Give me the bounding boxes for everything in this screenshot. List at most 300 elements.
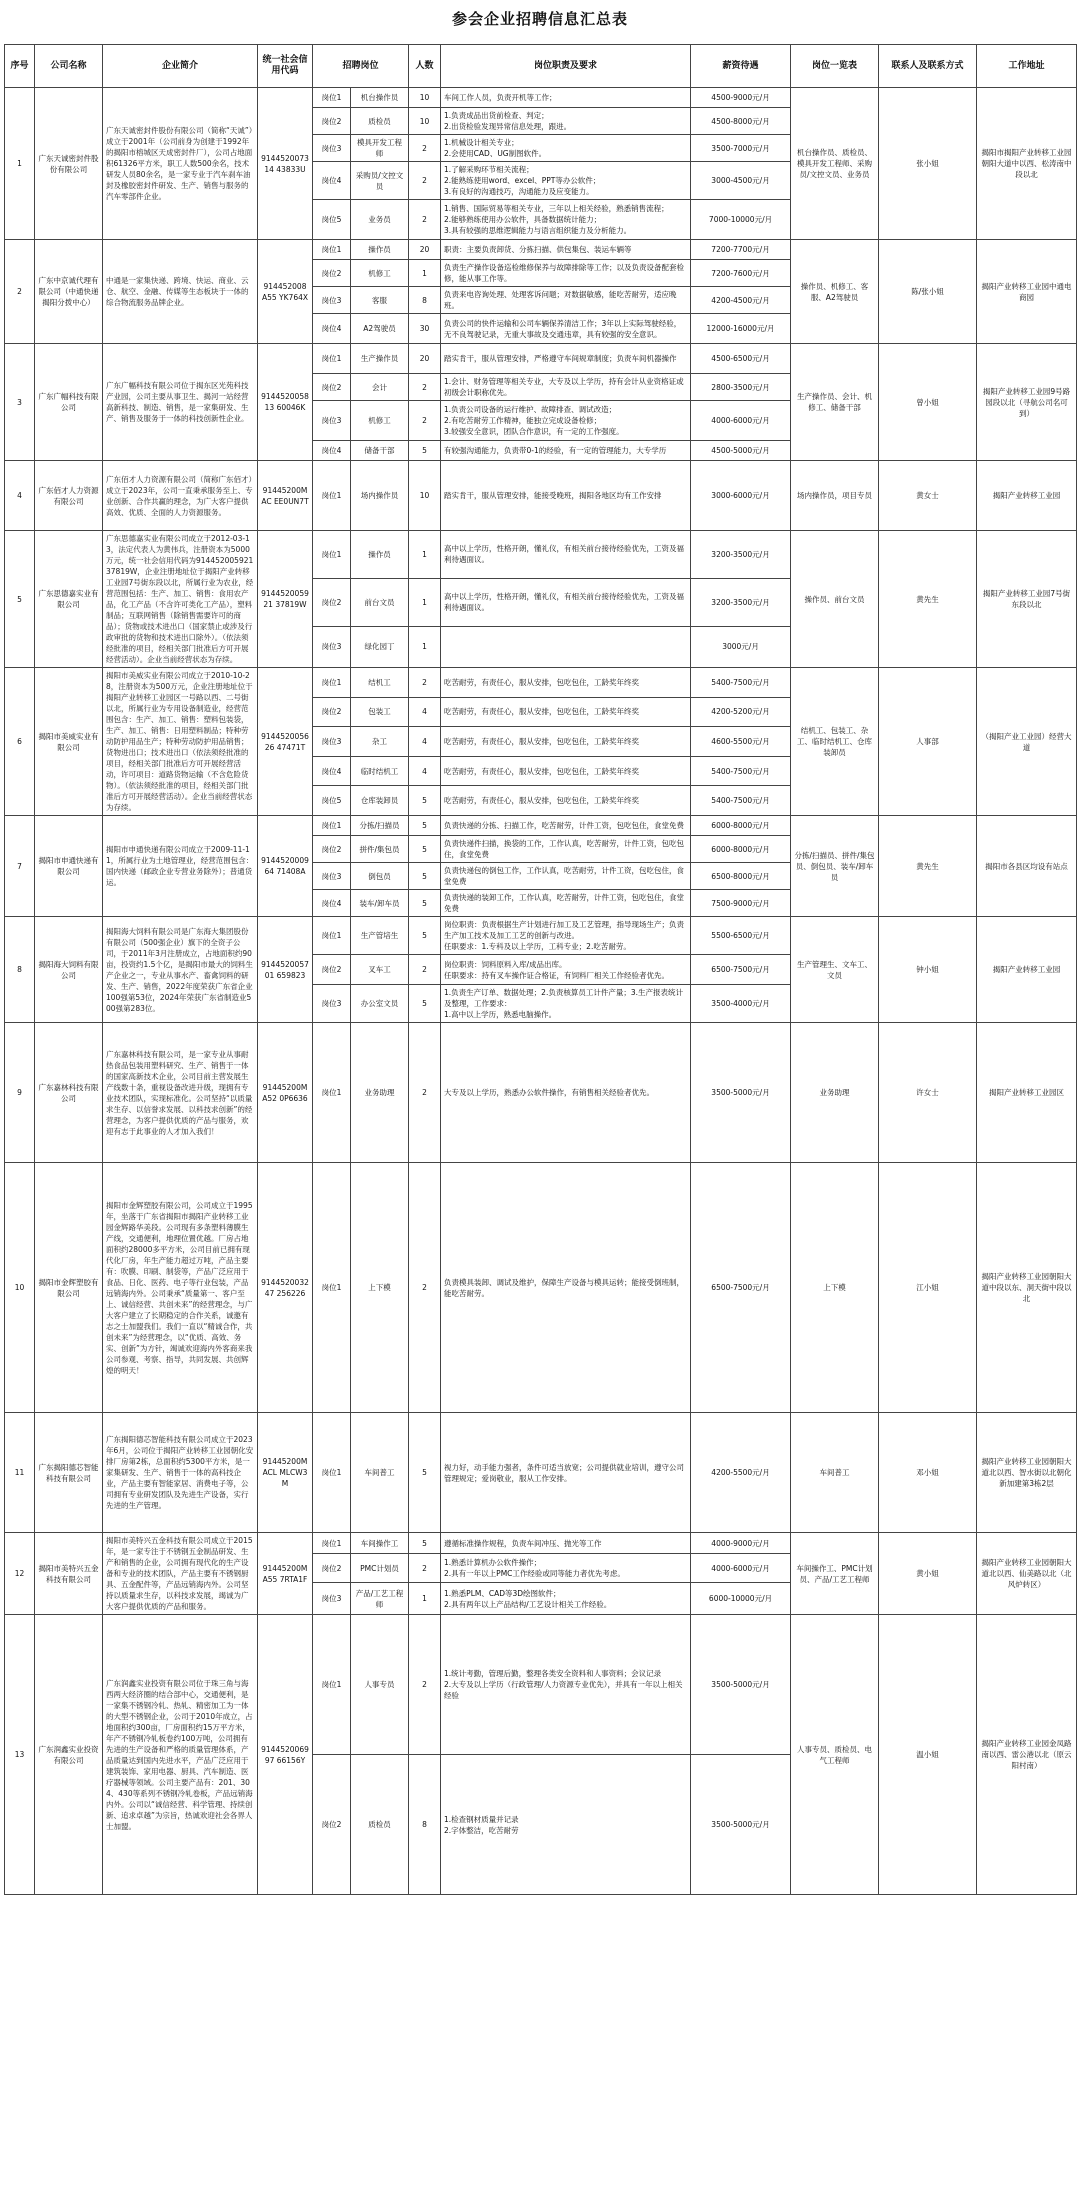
row-number: 2	[5, 240, 35, 344]
credit-code: 914452008A55 YK764X	[258, 240, 313, 344]
position-count: 4	[409, 697, 441, 727]
row-number: 7	[5, 816, 35, 917]
company-name: 揭阳市金辉塑胶有限公司	[35, 1163, 103, 1413]
position-index: 岗位2	[313, 578, 351, 626]
table-row	[5, 917, 1077, 955]
position-name: 分拣/扫描员	[351, 816, 409, 836]
credit-code: 91445200MAC EE0UN7T	[258, 461, 313, 531]
position-salary: 4000-9000元/月	[691, 1533, 791, 1554]
row-number: 8	[5, 917, 35, 1023]
position-index: 岗位1	[313, 88, 351, 108]
company-name: 广东天诚密封件股份有限公司	[35, 88, 103, 240]
position-duties: 高中以上学历，性格开朗，懂礼仪，有相关前台接待经验优先，工资及福利待遇面议。	[441, 531, 691, 579]
header-duties: 岗位职责及要求	[441, 45, 691, 88]
position-name: 拼件/集包员	[351, 836, 409, 863]
table-row	[5, 1615, 1077, 1755]
position-duties: 1.负责成品出货前检查、判定； 2.出货检验发现异常信息处理，跟进。	[441, 108, 691, 135]
position-salary: 4500-5000元/月	[691, 441, 791, 461]
position-index: 岗位3	[313, 863, 351, 890]
position-count: 30	[409, 314, 441, 344]
position-count: 2	[409, 162, 441, 200]
position-name: 上下模	[351, 1163, 409, 1413]
position-index: 岗位3	[313, 135, 351, 162]
header-salary: 薪资待遇	[691, 45, 791, 88]
position-count: 5	[409, 890, 441, 917]
contact-person: 陈/张小姐	[879, 240, 977, 344]
position-salary: 4500-8000元/月	[691, 108, 791, 135]
credit-code: 914452000964 71408A	[258, 816, 313, 917]
position-duties: 有较强沟通能力，负责带0-1的经验，有一定的管理能力，大专学历	[441, 441, 691, 461]
position-salary: 6000-10000元/月	[691, 1583, 791, 1615]
position-index: 岗位3	[313, 401, 351, 441]
position-index: 岗位4	[313, 162, 351, 200]
position-summary: 生产操作员、会计、机修工、储备干部	[791, 344, 879, 461]
position-salary: 3000元/月	[691, 626, 791, 667]
row-number: 6	[5, 668, 35, 816]
position-name: 业务助理	[351, 1023, 409, 1163]
position-name: 采购员/文控文员	[351, 162, 409, 200]
position-salary: 4200-4500元/月	[691, 287, 791, 314]
position-index: 岗位2	[313, 108, 351, 135]
position-index: 岗位3	[313, 727, 351, 757]
position-index: 岗位4	[313, 441, 351, 461]
position-count: 1	[409, 578, 441, 626]
position-name: 生产管培生	[351, 917, 409, 955]
position-summary: 操作员、前台文员	[791, 531, 879, 668]
position-salary: 7200-7600元/月	[691, 260, 791, 287]
position-salary: 3000-4500元/月	[691, 162, 791, 200]
position-name: 临时结机工	[351, 756, 409, 786]
position-salary: 2800-3500元/月	[691, 374, 791, 401]
company-name: 广东思德嘉实业有限公司	[35, 531, 103, 668]
credit-code: 91445200MA52 0P6636	[258, 1023, 313, 1163]
position-duties: 1.熟悉PLM、CAD等3D绘图软件； 2.具有两年以上产品结构/工艺设计相关工作经验。	[441, 1583, 691, 1615]
table-row	[5, 531, 1077, 579]
table-row	[5, 1163, 1077, 1413]
position-salary: 4200-5500元/月	[691, 1413, 791, 1533]
position-name: 模具开发工程师	[351, 135, 409, 162]
position-index: 岗位2	[313, 697, 351, 727]
position-count: 5	[409, 917, 441, 955]
position-salary: 3500-5000元/月	[691, 1023, 791, 1163]
work-address: （揭阳产业工业园）经营大道	[977, 668, 1077, 816]
contact-person: 曾小姐	[879, 344, 977, 461]
position-index: 岗位1	[313, 240, 351, 260]
position-duties: 1.了解采购环节相关流程； 2.能熟练使用word、excel、PPT等办公软件； 3.有良好的沟通技巧，沟通能力及应变能力。	[441, 162, 691, 200]
position-name: A2驾驶员	[351, 314, 409, 344]
position-duties: 1.统计考勤，管理后勤，整理各类安全资料和人事资料；会议记录 2.大专及以上学历（行政管理/人力资源专业优先），并具有一年以上相关经验	[441, 1615, 691, 1755]
work-address: 揭阳产业转移工业园区	[977, 1023, 1077, 1163]
table-row	[5, 668, 1077, 698]
position-duties: 职责：主要负责卸货、分拣扫描、供包集包、装运车辆等	[441, 240, 691, 260]
position-count: 2	[409, 1554, 441, 1583]
position-salary: 4200-5200元/月	[691, 697, 791, 727]
position-salary: 5400-7500元/月	[691, 668, 791, 698]
position-index: 岗位1	[313, 344, 351, 374]
company-name: 揭阳海大饲料有限公司	[35, 917, 103, 1023]
position-count: 10	[409, 108, 441, 135]
position-duties: 1.负责生产订单、数据处理；2.负责核算员工计件产量；3.生产报表统计及整理，工作要求： 1.高中以上学历，熟悉电脑操作。	[441, 985, 691, 1023]
position-salary: 4000-6000元/月	[691, 401, 791, 441]
position-salary: 3500-4000元/月	[691, 985, 791, 1023]
position-name: 包装工	[351, 697, 409, 727]
position-summary: 上下模	[791, 1163, 879, 1413]
position-duties: 遵循标准操作规程，负责车间冲压、抛光等工作	[441, 1533, 691, 1554]
position-duties: 1.熟悉计算机办公软件操作； 2.具有一年以上PMC工作经验或同等能力者优先考虑。	[441, 1554, 691, 1583]
company-name: 广东佰才人力资源有限公司	[35, 461, 103, 531]
contact-person: 钟小姐	[879, 917, 977, 1023]
position-summary: 人事专员、质检员、电气工程师	[791, 1615, 879, 1895]
position-duties: 吃苦耐劳，有责任心，服从安排，包吃包住，工龄奖年终奖	[441, 727, 691, 757]
work-address: 揭阳产业转移工业园9号路园段以北（寻航公司名可到）	[977, 344, 1077, 461]
header-code: 统一社会信用代码	[258, 45, 313, 88]
position-duties: 岗位职责：负责根据生产计划进行加工及工艺管理，指导现场生产；负责生产加工技术及加工工艺的创新与改进。 任职要求：1.专科及以上学历，工科专业；2.吃苦耐劳。	[441, 917, 691, 955]
contact-person: 黄先生	[879, 531, 977, 668]
position-duties: 1.检查钢材质量并记录 2.字体整洁，吃苦耐劳	[441, 1755, 691, 1895]
position-name: 生产操作员	[351, 344, 409, 374]
position-index: 岗位2	[313, 1554, 351, 1583]
contact-person: 江小姐	[879, 1163, 977, 1413]
position-salary: 7200-7700元/月	[691, 240, 791, 260]
work-address: 揭阳产业转移工业园朝阳大道北以西、智水街以北朝化新加建第3栋2层	[977, 1413, 1077, 1533]
position-salary: 6500-8000元/月	[691, 863, 791, 890]
company-name: 广东中京诚代理有限公司（中通快递揭阳分拨中心）	[35, 240, 103, 344]
company-name: 揭阳市申通快递有限公司	[35, 816, 103, 917]
position-salary: 4600-5500元/月	[691, 727, 791, 757]
work-address: 揭阳产业转移工业园朝阳大道北以西、仙美路以北（北风炉转区）	[977, 1533, 1077, 1615]
position-count: 10	[409, 461, 441, 531]
position-salary: 4500-6500元/月	[691, 344, 791, 374]
position-duties: 负责来电咨询处理、处理客诉问题；对数据敏感，能吃苦耐劳，适应晚班。	[441, 287, 691, 314]
header-intro: 企业简介	[103, 45, 258, 88]
company-name: 广东嘉林科技有限公司	[35, 1023, 103, 1163]
position-count: 5	[409, 863, 441, 890]
position-count: 20	[409, 344, 441, 374]
company-name: 广东润鑫实业投资有限公司	[35, 1615, 103, 1895]
work-address: 揭阳产业转移工业园朝阳大道中段以东、洞天街中段以北	[977, 1163, 1077, 1413]
position-summary: 业务助理	[791, 1023, 879, 1163]
position-count: 10	[409, 88, 441, 108]
table-row	[5, 816, 1077, 836]
table-row	[5, 461, 1077, 531]
position-salary: 6000-8000元/月	[691, 836, 791, 863]
company-intro: 广东天诚密封件股份有限公司（简称“天诚”）成立于2001年（公司前身为创建于1992年的揭阳市榕城区天成密封件厂），公司占地面积61326平方米，职工人数500余名，技术研发人员80余名，是一家专业于汽车刹车油封及橡胶密封件研发、生产、销售与服务的汽车零部件企业。	[103, 88, 258, 240]
position-duties: 1.机械设计相关专业； 2.会使用CAD、UG制图软件。	[441, 135, 691, 162]
position-name: 操作员	[351, 531, 409, 579]
row-number: 13	[5, 1615, 35, 1895]
company-intro: 揭阳海大饲料有限公司是广东海大集团股份有限公司（500强企业）旗下的全资子公司，于2011年3月注册成立，占地面积约90亩，投资约1.5个亿，是揭阳市最大的饲料生产企业之一，专业从事水产、畜禽饲料的研发、生产、销售，2022年度荣获广东省企业100强第53位，2024年荣获广东省制造业500强第283位。	[103, 917, 258, 1023]
header-no: 序号	[5, 45, 35, 88]
work-address: 揭阳产业转移工业园金凤路南以西、雷公港以北（原云阳村南）	[977, 1615, 1077, 1895]
header-summary: 岗位一览表	[791, 45, 879, 88]
position-name: 客服	[351, 287, 409, 314]
company-name: 揭阳市美特兴五金科技有限公司	[35, 1533, 103, 1615]
position-salary: 4500-9000元/月	[691, 88, 791, 108]
position-duties: 车间工作人员，负责开机等工作；	[441, 88, 691, 108]
position-duties: 踏实肯干，服从管理安排，严格遵守车间规章制度；负责车间机器操作	[441, 344, 691, 374]
table-row	[5, 1413, 1077, 1533]
position-count: 2	[409, 374, 441, 401]
table-row	[5, 240, 1077, 260]
position-name: 仓库装卸员	[351, 786, 409, 816]
position-duties: 吃苦耐劳，有责任心，服从安排，包吃包住，工龄奖年终奖	[441, 786, 691, 816]
header-address: 工作地址	[977, 45, 1077, 88]
credit-code: 914452007314 43833U	[258, 88, 313, 240]
row-number: 10	[5, 1163, 35, 1413]
position-count: 1	[409, 531, 441, 579]
company-intro: 中通是一家集快递、跨境、快运、商业、云仓、航空、金融、传媒等生态板块于一体的综合物流服务品牌企业。	[103, 240, 258, 344]
position-duties: 高中以上学历，性格开朗，懂礼仪，有相关前台接待经验优先，工资及福利待遇面议。	[441, 578, 691, 626]
company-intro: 广东佰才人力资源有限公司（简称广东佰才）成立于2023年，公司一直秉承服务至上、专业创新、合作共赢的理念，为广大客户提供高效、优质、全面的人力资源服务。	[103, 461, 258, 531]
position-count: 2	[409, 401, 441, 441]
position-name: 质检员	[351, 1755, 409, 1895]
position-salary: 5400-7500元/月	[691, 756, 791, 786]
position-name: 装车/卸车员	[351, 890, 409, 917]
credit-code: 914452005921 37819W	[258, 531, 313, 668]
position-duties: 1.会计、财务管理等相关专业，大专及以上学历，持有会计从业资格证或初级会计职称优先。	[441, 374, 691, 401]
position-index: 岗位1	[313, 668, 351, 698]
position-name: 产品/工艺工程师	[351, 1583, 409, 1615]
position-count: 5	[409, 786, 441, 816]
table-row	[5, 1533, 1077, 1554]
position-index: 岗位4	[313, 314, 351, 344]
position-count: 2	[409, 1163, 441, 1413]
position-name: 车间普工	[351, 1413, 409, 1533]
row-number: 4	[5, 461, 35, 531]
position-duties: 负责生产操作设备巡检维修保养与故障排除等工作；以及负责设备配套检修，能从事工作等。	[441, 260, 691, 287]
position-index: 岗位1	[313, 1163, 351, 1413]
position-name: 机修工	[351, 401, 409, 441]
position-count: 8	[409, 1755, 441, 1895]
position-index: 岗位3	[313, 287, 351, 314]
position-index: 岗位1	[313, 1615, 351, 1755]
position-name: 前台文员	[351, 578, 409, 626]
position-name: 机台操作员	[351, 88, 409, 108]
position-salary: 7000-10000元/月	[691, 200, 791, 240]
position-index: 岗位1	[313, 1023, 351, 1163]
position-salary: 6000-8000元/月	[691, 816, 791, 836]
company-intro: 广东广幅科技有限公司位于揭东区光苑科技产业园，公司主要从事卫生、揭河一站经营高新科技、制造、销售，是一家集研发、生产、销售及服务于一体的科技创新性企业。	[103, 344, 258, 461]
position-duties: 吃苦耐劳，有责任心，服从安排，包吃包住，工龄奖年终奖	[441, 668, 691, 698]
position-count: 2	[409, 135, 441, 162]
position-name: 倒包员	[351, 863, 409, 890]
company-intro: 广东揭阳德芯智能科技有限公司成立于2023年6月，公司位于揭阳产业转移工业园朝化安排厂房第2栋，总面积约5300平方米，是一家集研发、生产、销售于一体的高科技企业，产品主要有智能家居、消费电子等，公司拥有专业研发团队及先进生产设备，实行先进的生产管理。	[103, 1413, 258, 1533]
position-index: 岗位1	[313, 1413, 351, 1533]
header-row	[5, 45, 1077, 88]
position-count: 5	[409, 985, 441, 1023]
credit-code: 914452005701 659823	[258, 917, 313, 1023]
position-count: 1	[409, 626, 441, 667]
header-position: 招聘岗位	[313, 45, 409, 88]
position-name: 储备干部	[351, 441, 409, 461]
position-salary: 7500-9000元/月	[691, 890, 791, 917]
position-index: 岗位3	[313, 985, 351, 1023]
position-index: 岗位5	[313, 786, 351, 816]
position-name: 会计	[351, 374, 409, 401]
position-index: 岗位2	[313, 260, 351, 287]
position-salary: 3500-5000元/月	[691, 1755, 791, 1895]
position-duties: 负责快递件扫描，换袋的工作，工作认真，吃苦耐劳，计件工资，包吃包住，食堂免费	[441, 836, 691, 863]
contact-person: 人事部	[879, 668, 977, 816]
contact-person: 许女士	[879, 1023, 977, 1163]
position-index: 岗位3	[313, 1583, 351, 1615]
position-index: 岗位5	[313, 200, 351, 240]
position-name: 操作员	[351, 240, 409, 260]
position-summary: 分拣/扫描员、拼件/集包员、倒包员、装车/卸车员	[791, 816, 879, 917]
position-count: 2	[409, 668, 441, 698]
contact-person: 邓小姐	[879, 1413, 977, 1533]
credit-code: 91445200MA55 7RTA1F	[258, 1533, 313, 1615]
position-duties: 吃苦耐劳，有责任心，服从安排，包吃包住，工龄奖年终奖	[441, 697, 691, 727]
position-index: 岗位2	[313, 374, 351, 401]
position-duties: 负责快递的分拣、扫描工作，吃苦耐劳，计件工资，包吃包住，食堂免费	[441, 816, 691, 836]
position-name: 办公室文员	[351, 985, 409, 1023]
position-count: 5	[409, 1533, 441, 1554]
position-duties: 大专及以上学历，熟悉办公软件操作，有销售相关经验者优先。	[441, 1023, 691, 1163]
row-number: 9	[5, 1023, 35, 1163]
position-count: 2	[409, 1023, 441, 1163]
position-summary: 结机工、包装工、杂工、临时结机工、仓库装卸员	[791, 668, 879, 816]
position-duties: 岗位职责：饲料原料入库/成品出库。 任职要求：持有叉车操作证合格证，有饲料厂相关工作经验者优先。	[441, 955, 691, 985]
work-address: 揭阳产业转移工业园	[977, 461, 1077, 531]
position-salary: 3500-7000元/月	[691, 135, 791, 162]
position-count: 2	[409, 1615, 441, 1755]
position-summary: 操作员、机修工、客服、A2驾驶员	[791, 240, 879, 344]
credit-code: 914452005813 60046K	[258, 344, 313, 461]
position-duties: 负责公司的快件运输和公司车辆保养清洁工作；3年以上实际驾驶经验，无不良驾驶记录，无重大事故及交通违章，具有较强的安全意识。	[441, 314, 691, 344]
company-name: 揭阳市美威实业有限公司	[35, 668, 103, 816]
position-salary: 3500-5000元/月	[691, 1615, 791, 1755]
position-count: 2	[409, 200, 441, 240]
position-salary: 6500-7500元/月	[691, 1163, 791, 1413]
position-salary: 3000-6000元/月	[691, 461, 791, 531]
table-row	[5, 88, 1077, 108]
credit-code: 914452003247 256226	[258, 1163, 313, 1413]
position-duties: 吃苦耐劳，有责任心，服从安排，包吃包住，工龄奖年终奖	[441, 756, 691, 786]
contact-person: 温小姐	[879, 1615, 977, 1895]
position-summary: 场内操作员，项目专员	[791, 461, 879, 531]
position-index: 岗位2	[313, 1755, 351, 1895]
header-contact: 联系人及联系方式	[879, 45, 977, 88]
work-address: 揭阳产业转移工业园7号街东段以北	[977, 531, 1077, 668]
position-duties	[441, 626, 691, 667]
company-name: 广东广幅科技有限公司	[35, 344, 103, 461]
position-count: 5	[409, 441, 441, 461]
header-count: 人数	[409, 45, 441, 88]
company-intro: 揭阳市申通快递有限公司成立于2009-11-11，所属行业为土地管理业，经营范围包含：国内快递（邮政企业专营业务除外）；普通货运。	[103, 816, 258, 917]
position-duties: 负责快递的装卸工作，工作认真，吃苦耐劳，计件工资，包吃包住，食堂免费	[441, 890, 691, 917]
header-company: 公司名称	[35, 45, 103, 88]
position-duties: 负责快递包的倒包工作，工作认真，吃苦耐劳，计件工资，包吃包住，食堂免费	[441, 863, 691, 890]
position-count: 5	[409, 836, 441, 863]
position-name: 机修工	[351, 260, 409, 287]
recruitment-table	[4, 44, 1077, 1895]
row-number: 5	[5, 531, 35, 668]
position-index: 岗位3	[313, 626, 351, 667]
position-salary: 4000-6000元/月	[691, 1554, 791, 1583]
company-intro: 广东思德嘉实业有限公司成立于2012-03-13，法定代表人为黄伟兵，注册资本为5000万元，统一社会信用代码为91445200592137819W，企业注册地址位于揭阳产业转移工业园7号街东段以北，所属行业为农业，经营范围包括：生产、加工、销售：食用农产品，化工产品（不含许可类化工产品），塑料制品；互联网销售（除销售需要许可的商品）；货物或技术进出口（国家禁止或涉及行政审批的货物和技术进出口除外）。（依法须经批准的项目，经相关部门批准后方可开展经营活动）。企业当前经营状态为存续。	[103, 531, 258, 668]
position-name: 车间操作工	[351, 1533, 409, 1554]
position-name: 绿化园丁	[351, 626, 409, 667]
position-count: 8	[409, 287, 441, 314]
position-count: 5	[409, 1413, 441, 1533]
contact-person: 黄小姐	[879, 1533, 977, 1615]
work-address: 揭阳产业转移工业园中通电商园	[977, 240, 1077, 344]
position-index: 岗位2	[313, 955, 351, 985]
position-duties: 视力好，动手能力强者，条件可适当放宽；公司提供就业培训，遵守公司管理规定；爱岗敬业，服从工作安排。	[441, 1413, 691, 1533]
position-index: 岗位1	[313, 531, 351, 579]
contact-person: 张小姐	[879, 88, 977, 240]
position-count: 4	[409, 727, 441, 757]
position-count: 2	[409, 955, 441, 985]
position-salary: 5500-6500元/月	[691, 917, 791, 955]
row-number: 3	[5, 344, 35, 461]
position-summary: 机台操作员、质检员、模具开发工程师、采购员/文控文员、业务员	[791, 88, 879, 240]
row-number: 12	[5, 1533, 35, 1615]
position-index: 岗位1	[313, 816, 351, 836]
company-name: 广东揭阳德芯智能科技有限公司	[35, 1413, 103, 1533]
row-number: 11	[5, 1413, 35, 1533]
position-count: 1	[409, 1583, 441, 1615]
position-index: 岗位4	[313, 756, 351, 786]
position-name: 叉车工	[351, 955, 409, 985]
position-index: 岗位1	[313, 917, 351, 955]
credit-code: 914452005626 47471T	[258, 668, 313, 816]
position-count: 5	[409, 816, 441, 836]
company-intro: 广东润鑫实业投资有限公司位于珠三角与海西两大经济圈的结合部中心，交通便利，是一家集不锈钢冷轧、热轧、精密加工为一体的大型不锈钢企业，公司于2010年成立，占地面积约300亩，厂房面积约15万平方米，年产不锈钢冷轧板卷约100万吨，公司拥有先进的生产设备和严格的质量管理体系，产品质量达到国内先进水平，产品广泛应用于建筑装饰、家用电器、厨具、汽车制造、医疗器械等领域。公司主要产品有：201、304、430等系列不锈钢冷轧卷板，产品远销海内外。公司以“诚信经营、科学管理、持续创新、追求卓越”为宗旨，热诚欢迎社会各界人士加盟。	[103, 1615, 258, 1895]
position-summary: 生产管理生、文车工、文员	[791, 917, 879, 1023]
position-duties: 1.销售、国际贸易等相关专业，三年以上相关经验，熟悉销售流程； 2.能够熟练使用办公软件，具备数据统计能力； 3.具有较强的思维逻辑能力与语言组织能力及分析能力。	[441, 200, 691, 240]
company-intro: 揭阳市金辉塑胶有限公司，公司成立于1995年，坐落于广东省揭阳市揭阳产业转移工业园金辉路华美段。公司现有多条塑料薄膜生产线，交通便利，地理位置优越。厂房占地面积约28000多平方米，公司目前已拥有现代化厂房，年生产能力超过万吨，产品主要有：吹膜、印刷、制袋等，产品广泛应用于食品、日化、医药、电子等行业包装，产品远销海内外。公司秉承“质量第一、客户至上、诚信经营、共创未来”的经营理念，与广大客户建立了长期稳定的合作关系，诚邀有志之士加盟我们。我们一直以“精诚合作，共创未来”为经营理念，以“优质、高效、务实、创新”为方针，竭诚欢迎海内外客商来我公司参观、考察、指导，共同发展、共创辉煌的明天！	[103, 1163, 258, 1413]
position-duties: 负责模具装卸、调试及维护，保障生产设备与模具运转；能接受倒班制，能吃苦耐劳。	[441, 1163, 691, 1413]
table-row	[5, 1023, 1077, 1163]
row-number: 1	[5, 88, 35, 240]
credit-code: 914452006997 66156Y	[258, 1615, 313, 1895]
company-intro: 揭阳市美特兴五金科技有限公司成立于2015年，是一家专注于不锈钢五金制品研发、生产和销售的企业，公司拥有现代化的生产设备和专业的技术团队，产品主要有不锈钢厨具、五金配件等，产品远销海内外。公司坚持以质量求生存，以科技求发展，竭诚为广大客户提供优质的产品和服务。	[103, 1533, 258, 1615]
page-title: 参会企业招聘信息汇总表	[451, 10, 628, 28]
position-summary: 车间普工	[791, 1413, 879, 1533]
position-name: 人事专员	[351, 1615, 409, 1755]
company-intro: 广东嘉林科技有限公司，是一家专业从事耐热食品包装用塑料研究、生产、销售于一体的国家高新技术企业，公司目前主营发展生产线数十条，重视设备改进升级，现拥有专业技术团队，实现标准化。公司坚持“以质量求生存、以信誉求发展、以科技求创新”的经营理念，为客户提供优质的产品与服务，欢迎有志于此事业的人才加入我们！	[103, 1023, 258, 1163]
position-salary: 3200-3500元/月	[691, 531, 791, 579]
credit-code: 91445200MACL MLCW3M	[258, 1413, 313, 1533]
table-body	[5, 88, 1077, 1895]
position-index: 岗位1	[313, 1533, 351, 1554]
position-name: 质检员	[351, 108, 409, 135]
position-summary: 车间操作工、PMC计划员、产品/工艺工程师	[791, 1533, 879, 1615]
position-name: 结机工	[351, 668, 409, 698]
position-salary: 5400-7500元/月	[691, 786, 791, 816]
position-duties: 踏实肯干，服从管理安排，能接受晚班，揭阳各地区均有工作安排	[441, 461, 691, 531]
position-name: 业务员	[351, 200, 409, 240]
work-address: 揭阳产业转移工业园	[977, 917, 1077, 1023]
position-index: 岗位1	[313, 461, 351, 531]
work-address: 揭阳市揭阳产业转移工业园朝阳大道中以西、松涛南中段以北	[977, 88, 1077, 240]
position-index: 岗位2	[313, 836, 351, 863]
position-index: 岗位4	[313, 890, 351, 917]
position-count: 4	[409, 756, 441, 786]
position-salary: 12000-16000元/月	[691, 314, 791, 344]
position-count: 1	[409, 260, 441, 287]
company-intro: 揭阳市美威实业有限公司成立于2010-10-28，注册资本为500万元，企业注册地址位于揭阳产业转移工业园区一号路以西、二号街以北，所属行业为专用设备制造业，经营范围包含：生产、加工、销售：塑料包装袋，生产、加工、销售：日用塑料制品；特种劳动防护用品生产；特种劳动防护用品销售；货物进出口；技术进出口（依法须经批准的项目，经相关部门批准后方可开展经营活动，许可项目：道路货物运输（不含危险货物）。（依法须经批准的项目，经相关部门批准后方可开展经营活动）。企业当前经营状态为存续。	[103, 668, 258, 816]
position-salary: 6500-7500元/月	[691, 955, 791, 985]
table-row	[5, 344, 1077, 374]
position-name: 杂工	[351, 727, 409, 757]
position-count: 20	[409, 240, 441, 260]
position-name: 场内操作员	[351, 461, 409, 531]
position-name: PMC计划员	[351, 1554, 409, 1583]
work-address: 揭阳市各县区均设有站点	[977, 816, 1077, 917]
